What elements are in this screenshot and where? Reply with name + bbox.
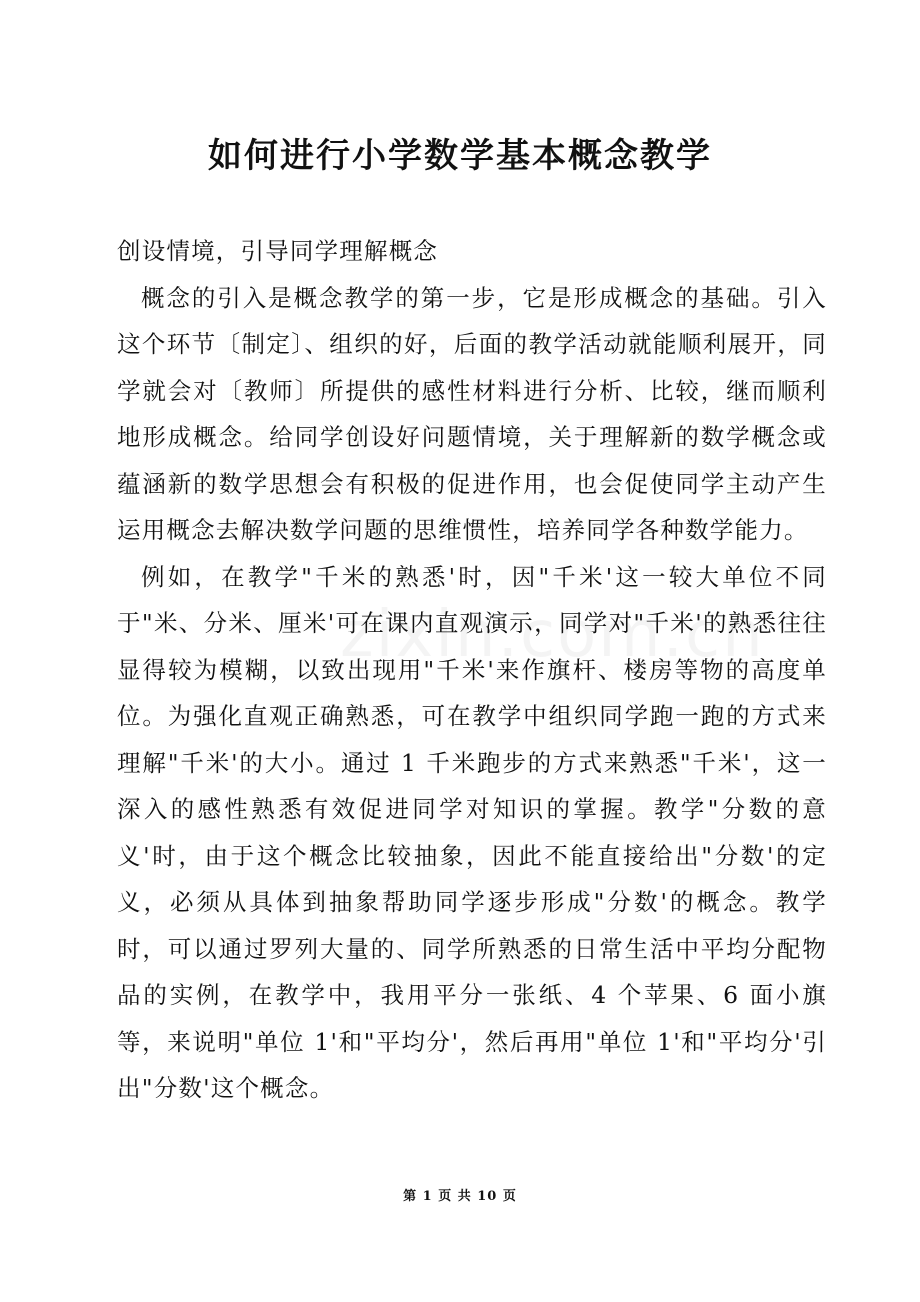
page-footer: 第 1 页 共 10 页 [403, 1189, 517, 1204]
section-heading: 创设情境，引导同学理解概念 [117, 237, 439, 265]
paragraph: 概念的引入是概念教学的第一步，它是形成概念的基础。引入这个环节〔制定〕、组织的好，后面的教学活动就能顺利展开，同学就会对〔教师〕所提供的感性材料进行分析、比较，继而顺利地形成概念。给同学创设好问题情境，关于理解新的数学概念或蕴涵新的数学思想会有积极的促进作用，也会促使同学主动产生运用概念去解决数学问题的思维惯性，培养同学各种数学能力。 [117, 283, 827, 544]
document-body [117, 228, 827, 1112]
paragraph: 例如，在教学"千米的熟悉'时，因"千米'这一较大单位不同于"米、分米、厘米'可在课内直观演示，同学对"千米'的熟悉往往显得较为模糊，以致出现用"千米'来作旗杆、楼房等物的高度单位。为强化直观正确熟悉，可在教学中组织同学跑一跑的方式来理解"千米'的大小。通过 1 千米跑步的方式来熟悉"千米'，这一深入的感性熟悉有效促进同学对知识的掌握。教学"分数的意义'时，由于这个概念比较抽象，因此不能直接给出"分数'的定义，必须从具体到抽象帮助同学逐步形成"分数'的概念。教学时，可以通过罗列大量的、同学所熟悉的日常生活中平均分配物品的实例，在教学中，我用平分一张纸、4 个苹果、6 面小旗等，来说明"单位 1'和"平均分'，然后再用"单位 1'和"平均分'引出"分数'这个概念。 [117, 562, 827, 1102]
document-title: 如何进行小学数学基本概念教学 [208, 136, 712, 176]
